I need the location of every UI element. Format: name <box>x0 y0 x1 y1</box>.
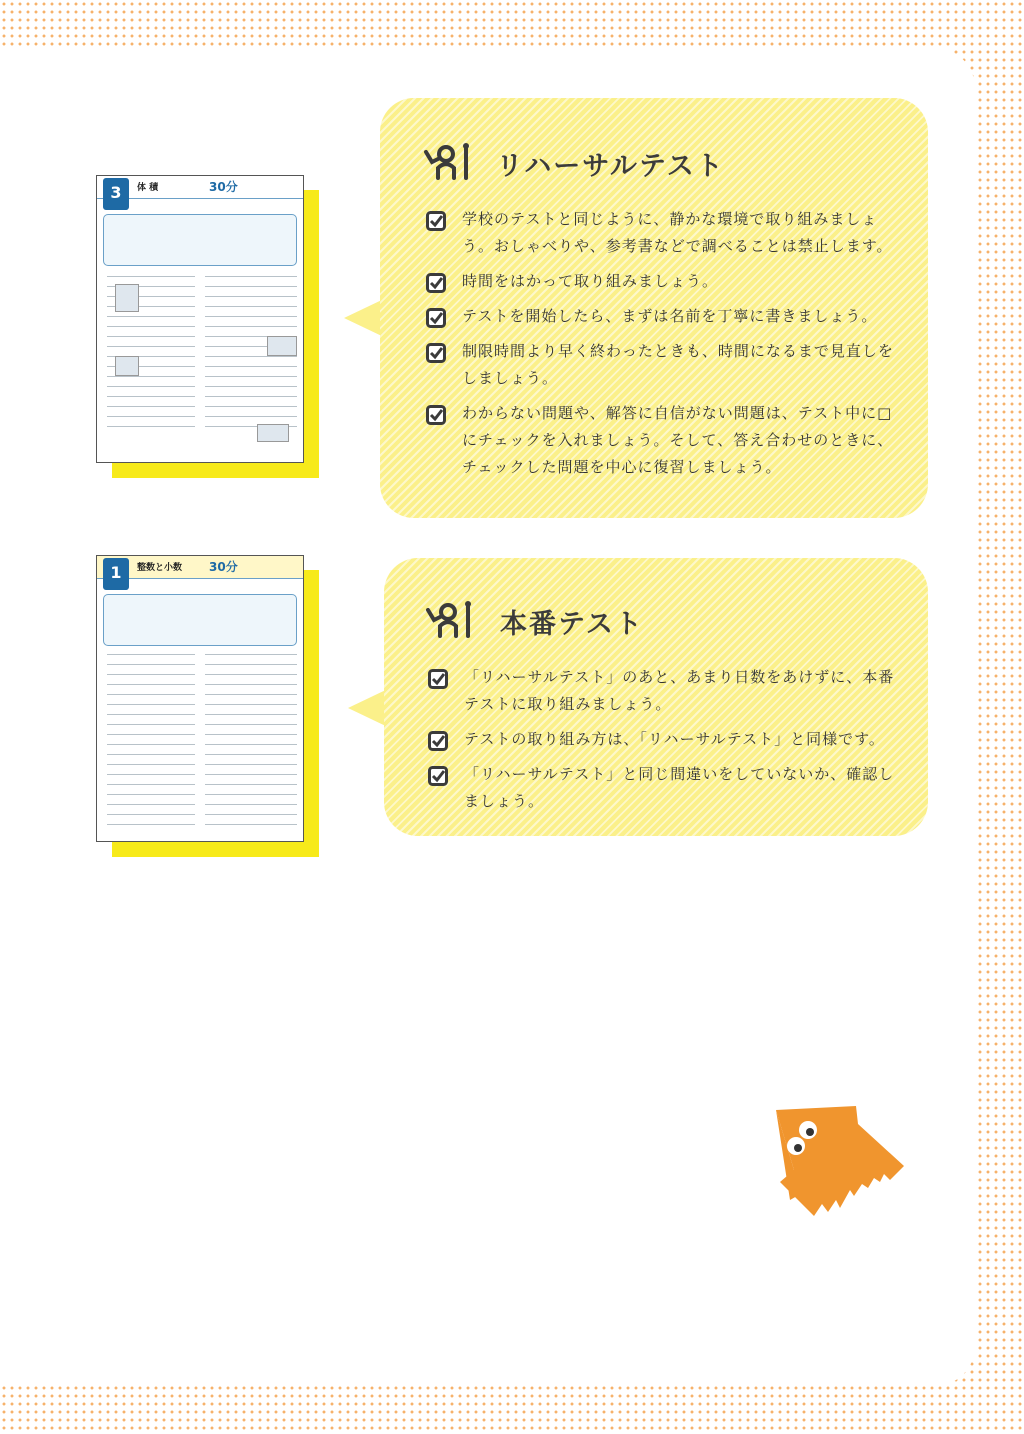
checkbox-checked-icon <box>426 343 446 363</box>
thumbnail-lines-left <box>107 654 195 834</box>
list-item <box>428 664 908 718</box>
rehearsal-item-list <box>426 206 896 489</box>
test-page-preview <box>96 555 304 842</box>
checkbox-checked-icon <box>426 211 446 231</box>
item-text: 「リハーサルテスト」のあと、あまり日数をあけずに、本番テストに取り組みましょう。 <box>464 668 895 713</box>
thumbnail-time: 30分 <box>209 180 238 194</box>
rehearsal-bubble <box>380 98 928 518</box>
honban-item-list <box>428 664 908 823</box>
thumbnail-number: 1 <box>103 558 129 590</box>
honban-title: 本番テスト <box>500 609 644 640</box>
item-text: 学校のテストと同じように、静かな環境で取り組みましょう。おしゃべりや、参考書などで調べることは禁止します。 <box>462 210 893 255</box>
item-text: 制限時間より早く終わったときも、時間になるまで見直しをしましょう。 <box>462 342 894 387</box>
item-text: 時間をはかって取り組みましょう。 <box>462 272 719 290</box>
thumbnail-time: 30分 <box>209 560 238 574</box>
thumbnail-figure <box>115 284 139 312</box>
rehearsal-title: リハーサルテスト <box>496 151 725 182</box>
item-text: テストを開始したら、まずは名前を丁寧に書きましょう。 <box>462 307 878 325</box>
list-item <box>426 268 896 295</box>
mascot-arrow-character <box>770 1100 910 1240</box>
list-item <box>428 761 908 815</box>
list-item <box>426 206 896 260</box>
person-raising-hand-icon <box>424 600 476 640</box>
checkbox-checked-icon <box>426 308 446 328</box>
thumbnail-title: 体 積 <box>137 183 159 193</box>
checkbox-checked-icon <box>428 669 448 689</box>
thumbnail-figure <box>267 336 297 356</box>
item-text: わからない問題や、解答に自信がない問題は、テスト中に□にチェックを入れましょう。そして、答え合わせのときに、チェックした問題を中心に復習しましょう。 <box>462 404 894 476</box>
thumbnail-figure <box>115 356 139 376</box>
checkbox-checked-icon <box>428 766 448 786</box>
thumbnail-point-box <box>103 214 297 266</box>
thumbnail-number: 3 <box>103 178 129 210</box>
checkbox-checked-icon <box>426 273 446 293</box>
test-page-preview <box>96 175 304 463</box>
person-raising-hand-icon <box>422 142 474 182</box>
checkbox-checked-icon <box>426 405 446 425</box>
checkbox-checked-icon <box>428 731 448 751</box>
honban-bubble <box>384 558 928 836</box>
thumbnail-point-box <box>103 594 297 646</box>
item-text: テストの取り組み方は、「リハーサルテスト」と同様です。 <box>464 730 885 748</box>
item-text: 「リハーサルテスト」と同じ間違いをしていないか、確認しましょう。 <box>464 765 895 810</box>
thumbnail-lines-right <box>205 276 297 436</box>
thumbnail-title: 整数と小数 <box>137 563 183 573</box>
thumbnail-figure <box>257 424 289 442</box>
list-item <box>426 400 896 481</box>
thumbnail-lines-right <box>205 654 297 834</box>
list-item <box>426 338 896 392</box>
list-item <box>426 303 896 330</box>
list-item <box>428 726 908 753</box>
